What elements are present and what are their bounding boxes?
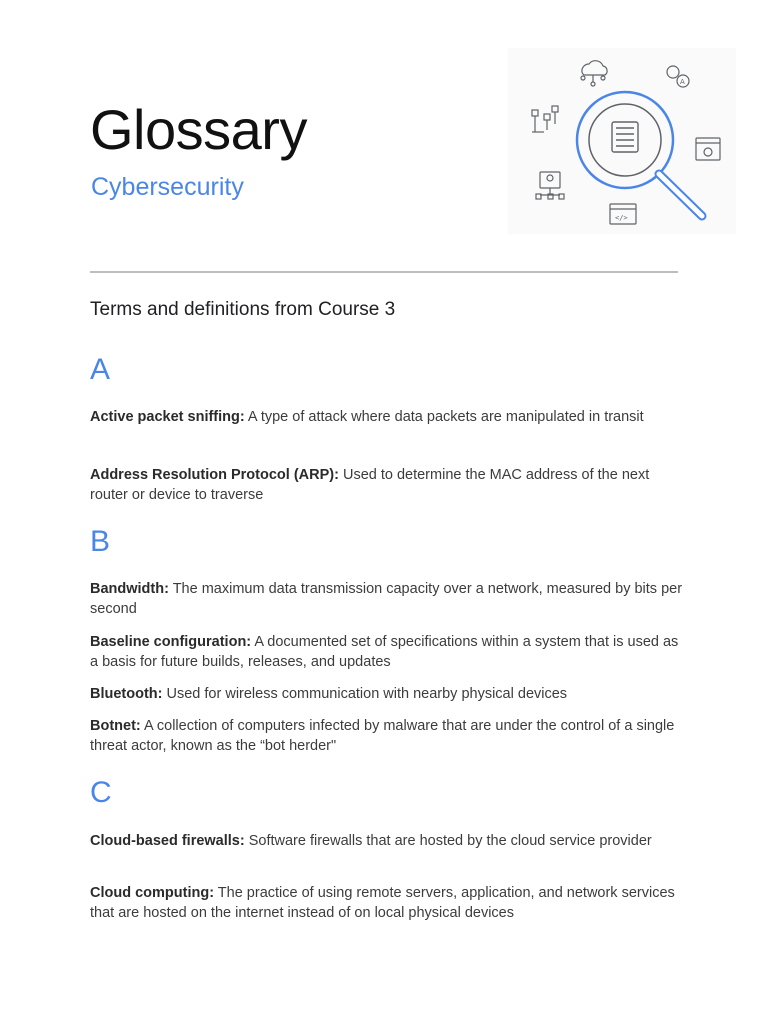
entry-term: Baseline configuration: bbox=[90, 634, 252, 650]
magnifying-glass-illustration bbox=[508, 48, 736, 234]
section-divider bbox=[90, 271, 678, 273]
entry-definition: A documented set of specifications within a system that is used as a basis for future builds, releases, and updates bbox=[90, 634, 679, 670]
glossary-entry bbox=[90, 579, 690, 619]
section-letter-a: A bbox=[90, 353, 111, 386]
entry-term: Bluetooth: bbox=[90, 686, 163, 702]
page-title: Glossary bbox=[90, 98, 307, 161]
glossary-entry bbox=[90, 407, 690, 427]
glossary-entry bbox=[90, 632, 690, 672]
svg-text:</>: </> bbox=[615, 214, 628, 222]
entry-term: Bandwidth: bbox=[90, 581, 169, 597]
intro-text: Terms and definitions from Course 3 bbox=[90, 299, 396, 320]
svg-text:A: A bbox=[680, 78, 685, 86]
entry-definition: Used for wireless communication with nearby physical devices bbox=[162, 686, 568, 702]
entry-term: Address Resolution Protocol (ARP): bbox=[90, 467, 339, 483]
page-subtitle: Cybersecurity bbox=[91, 173, 244, 201]
entry-term: Cloud-based firewalls: bbox=[90, 833, 245, 849]
section-letter-c: C bbox=[90, 776, 112, 809]
entry-definition: Used to determine the MAC address of the next router or device to traverse bbox=[90, 467, 650, 503]
entry-definition: The maximum data transmission capacity over a network, measured by bits per second bbox=[90, 581, 683, 617]
entry-definition: A collection of computers infected by malware that are under the control of a single threat actor, known as the “bot herder" bbox=[90, 718, 675, 754]
glossary-entry bbox=[90, 716, 690, 756]
entry-definition: A type of attack where data packets are manipulated in transit bbox=[244, 409, 644, 425]
section-letter-b: B bbox=[90, 525, 111, 558]
glossary-entry bbox=[90, 684, 690, 704]
entry-term: Cloud computing: bbox=[90, 885, 215, 901]
glossary-entry bbox=[90, 465, 690, 505]
entry-term: Botnet: bbox=[90, 718, 141, 734]
glossary-entry bbox=[90, 831, 690, 851]
glossary-entry bbox=[90, 883, 690, 923]
entry-definition: The practice of using remote servers, application, and network services that are hosted on the internet instead of on local physical devices bbox=[90, 885, 675, 921]
entry-term: Active packet sniffing: bbox=[90, 409, 245, 425]
entry-definition: Software firewalls that are hosted by the cloud service provider bbox=[244, 833, 652, 849]
